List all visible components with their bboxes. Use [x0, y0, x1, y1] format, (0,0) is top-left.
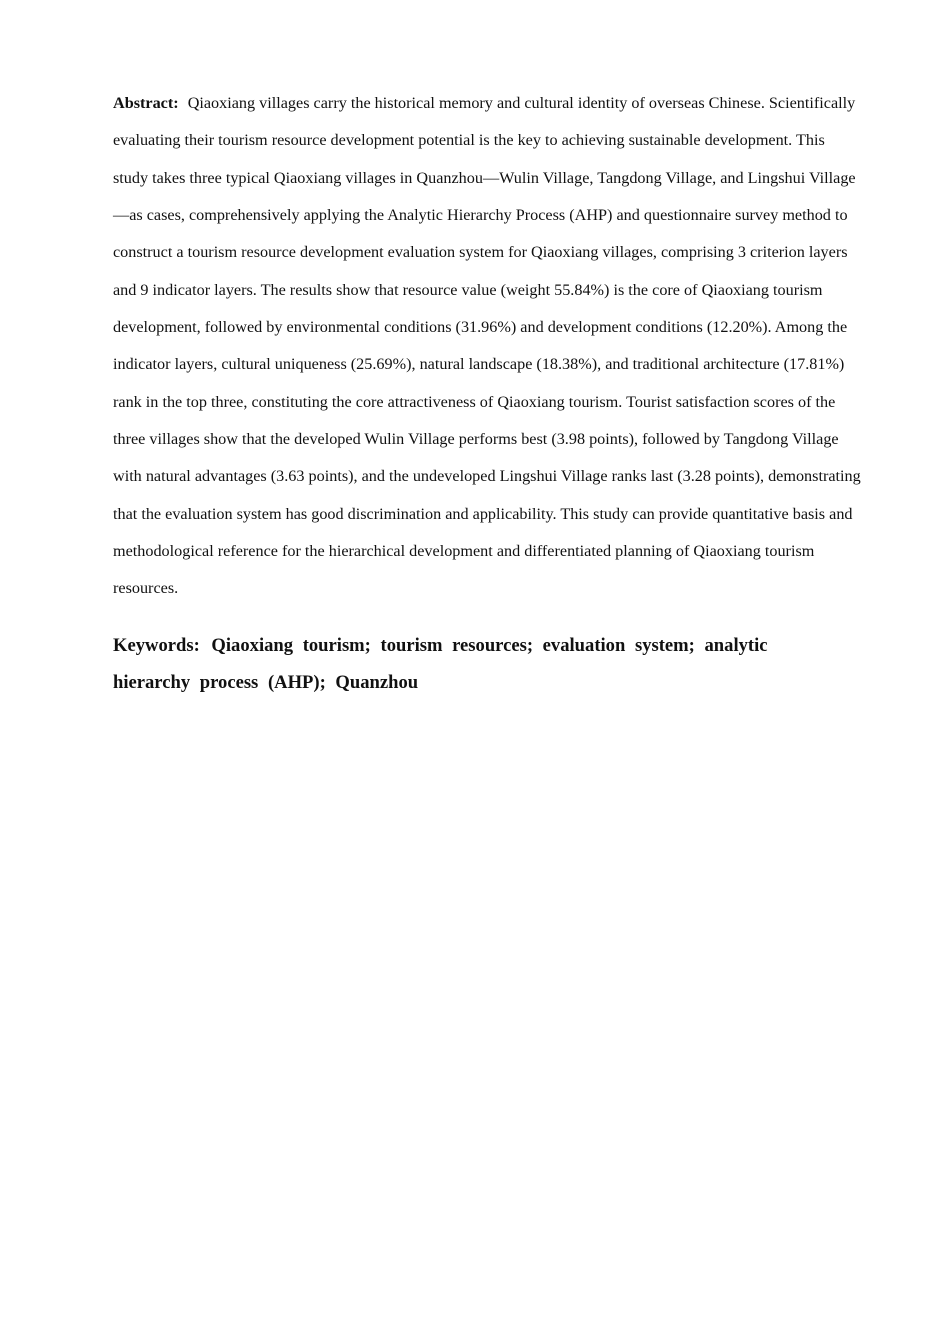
abstract-text: Qiaoxiang villages carry the historical memory and cultural identity of overseas Chinese. Scientifically evaluating their tourism resource development potential is the key to achieving sustainable development. This study takes three typical Qiaoxiang villages in Quanzhou—Wulin Village, Tangdong Village, and Lingshui Village—as cases, comprehensively applying the Analytic Hierarchy Process (AHP) and questionnaire survey method to construct a tourism resource development evaluation system for Qiaoxiang villages, comprising 3 criterion layers and 9 indicator layers. The results show that resource value (weight 55.84%) is the core of Qiaoxiang tourism development, followed by environmental conditions (31.96%) and development conditions (12.20%). Among the indicator layers, cultural uniqueness (25.69%), natural landscape (18.38%), and traditional architecture (17.81%) rank in the top three, constituting the core attractiveness of Qiaoxiang tourism. Tourist satisfaction scores of the three villages show that the developed Wulin Village performs best (3.98 points), followed by Tangdong Village with natural advantages (3.63 points), and the undeveloped Lingshui Village ranks last (3.28 points), demonstrating that the evaluation system has good discrimination and applicability. This study can provide quantitative basis and methodological reference for the hierarchical development and differentiated planning of Qiaoxiang tourism resources. [113, 94, 861, 598]
abstract-paragraph [113, 85, 861, 608]
keywords-paragraph [113, 627, 783, 701]
abstract-label: Abstract: [113, 94, 179, 112]
keywords-label: Keywords: [113, 635, 200, 656]
keywords-text: Qiaoxiang tourism; tourism resources; evaluation system; analytic hierarchy process (AHP); Quanzhou [113, 635, 768, 693]
